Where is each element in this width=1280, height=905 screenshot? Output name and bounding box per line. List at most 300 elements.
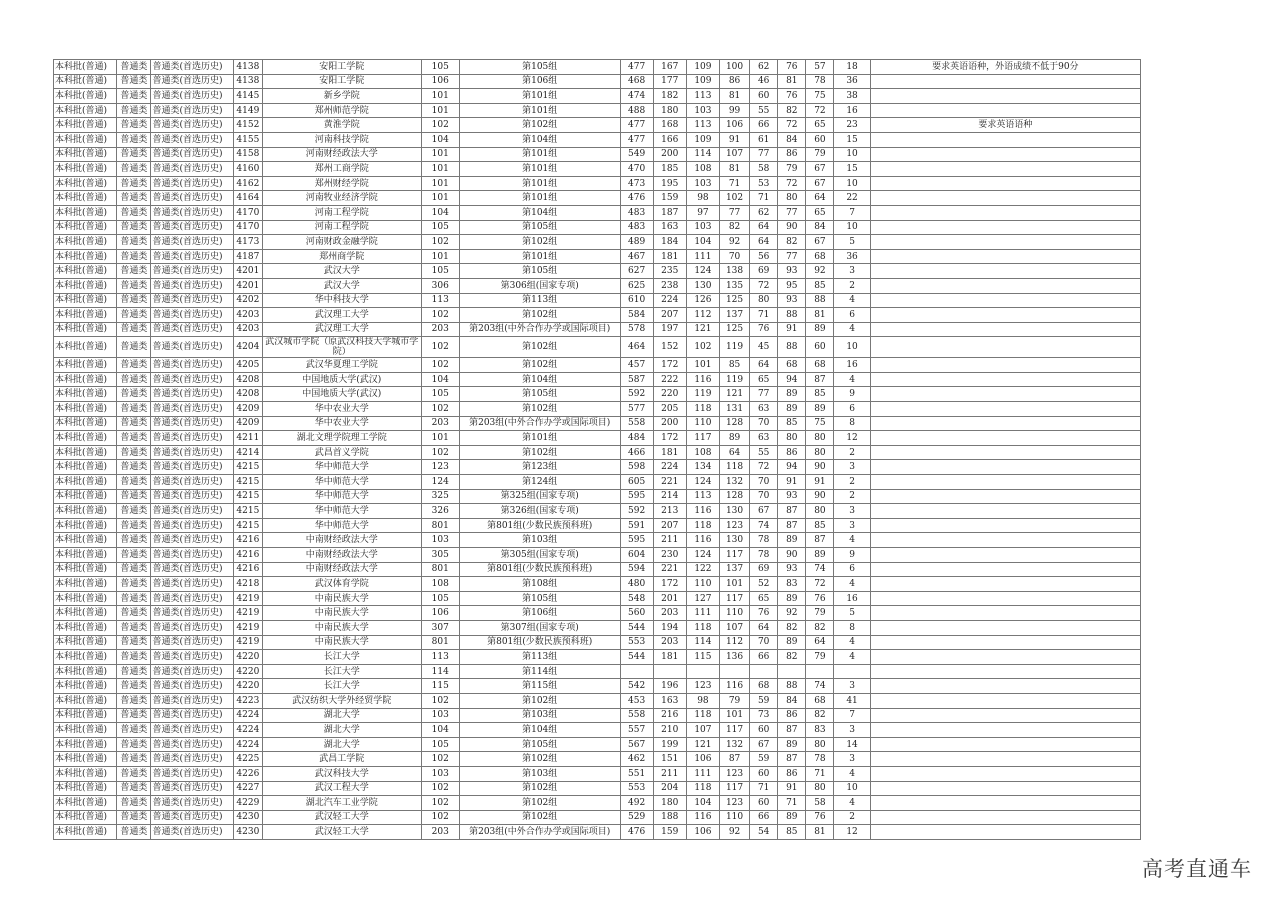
- table-row: [54, 650, 1141, 665]
- cell-batch: 本科批(普通): [54, 235, 117, 250]
- cell-subject: 普通类(首选历史): [151, 162, 233, 177]
- cell-second2: 64: [806, 635, 834, 650]
- cell-subject: 普通类(首选历史): [151, 293, 233, 308]
- table-row: [54, 308, 1141, 323]
- cell-batch: 本科批(普通): [54, 191, 117, 206]
- cell-batch: 本科批(普通): [54, 693, 117, 708]
- cell-max: 558: [620, 708, 653, 723]
- cell-note: [870, 176, 1140, 191]
- cell-batch: 本科批(普通): [54, 504, 117, 519]
- table-row: [54, 132, 1141, 147]
- cell-chinese: 180: [653, 796, 686, 811]
- cell-group_name: 第102组: [459, 358, 620, 373]
- cell-first: 71: [750, 191, 778, 206]
- cell-note: [870, 74, 1140, 89]
- table-row: [54, 606, 1141, 621]
- cell-batch: 本科批(普通): [54, 162, 117, 177]
- cell-group_code: 113: [421, 650, 459, 665]
- cell-chinese: 188: [653, 810, 686, 825]
- cell-batch: 本科批(普通): [54, 103, 117, 118]
- cell-chinese: 221: [653, 562, 686, 577]
- cell-batch: 本科批(普通): [54, 337, 117, 358]
- cell-group_name: 第325组(国家专项): [459, 489, 620, 504]
- cell-max: 474: [620, 89, 653, 104]
- cell-chinese: 177: [653, 74, 686, 89]
- cell-first: 54: [750, 825, 778, 840]
- cell-school_code: 4219: [233, 606, 262, 621]
- cell-chinese: 200: [653, 147, 686, 162]
- cell-chinese: 205: [653, 402, 686, 417]
- cell-foreign: 117: [719, 723, 749, 738]
- cell-batch: 本科批(普通): [54, 533, 117, 548]
- table-row: [54, 737, 1141, 752]
- cell-math: 102: [686, 337, 719, 358]
- cell-group_name: 第123组: [459, 460, 620, 475]
- cell-category: 普通类: [117, 372, 151, 387]
- cell-max: 480: [620, 577, 653, 592]
- cell-plan: 6: [834, 308, 870, 323]
- cell-subject: 普通类(首选历史): [151, 489, 233, 504]
- cell-batch: 本科批(普通): [54, 402, 117, 417]
- cell-note: [870, 825, 1140, 840]
- table-row: [54, 235, 1141, 250]
- cell-note: [870, 518, 1140, 533]
- cell-batch: 本科批(普通): [54, 664, 117, 679]
- cell-note: [870, 620, 1140, 635]
- cell-subject: 普通类(首选历史): [151, 220, 233, 235]
- cell-second1: 86: [778, 766, 806, 781]
- cell-second1: 89: [778, 533, 806, 548]
- cell-note: [870, 708, 1140, 723]
- cell-subject: 普通类(首选历史): [151, 416, 233, 431]
- cell-subject: 普通类(首选历史): [151, 402, 233, 417]
- cell-batch: 本科批(普通): [54, 308, 117, 323]
- cell-foreign: 135: [719, 278, 749, 293]
- cell-school_name: 湖北大学: [262, 723, 421, 738]
- cell-school_code: 4215: [233, 475, 262, 490]
- cell-school_code: 4201: [233, 264, 262, 279]
- cell-second1: 72: [778, 118, 806, 133]
- cell-second1: 82: [778, 620, 806, 635]
- cell-note: [870, 445, 1140, 460]
- cell-first: 68: [750, 679, 778, 694]
- cell-group_name: 第104组: [459, 132, 620, 147]
- cell-school_code: 4164: [233, 191, 262, 206]
- table-body: [54, 60, 1141, 840]
- cell-subject: 普通类(首选历史): [151, 796, 233, 811]
- table-row: [54, 191, 1141, 206]
- cell-first: 60: [750, 89, 778, 104]
- cell-first: 52: [750, 577, 778, 592]
- cell-group_name: 第101组: [459, 89, 620, 104]
- cell-second2: 78: [806, 752, 834, 767]
- cell-category: 普通类: [117, 708, 151, 723]
- cell-second2: 80: [806, 504, 834, 519]
- cell-second1: 93: [778, 489, 806, 504]
- cell-school_name: 中国地质大学(武汉): [262, 387, 421, 402]
- cell-math: 124: [686, 475, 719, 490]
- cell-first: 63: [750, 402, 778, 417]
- cell-batch: 本科批(普通): [54, 825, 117, 840]
- cell-note: [870, 460, 1140, 475]
- cell-second1: 79: [778, 162, 806, 177]
- cell-second1: 86: [778, 708, 806, 723]
- table-row: [54, 176, 1141, 191]
- cell-subject: 普通类(首选历史): [151, 176, 233, 191]
- cell-plan: 9: [834, 387, 870, 402]
- cell-group_name: 第103组: [459, 766, 620, 781]
- cell-first: 80: [750, 293, 778, 308]
- cell-foreign: 79: [719, 693, 749, 708]
- cell-chinese: 224: [653, 460, 686, 475]
- cell-second1: 89: [778, 591, 806, 606]
- cell-group_name: 第102组: [459, 402, 620, 417]
- cell-max: 477: [620, 60, 653, 75]
- cell-second2: 78: [806, 74, 834, 89]
- cell-group_name: 第102组: [459, 752, 620, 767]
- cell-group_code: 103: [421, 708, 459, 723]
- cell-school_name: 郑州师范学院: [262, 103, 421, 118]
- cell-plan: 14: [834, 737, 870, 752]
- cell-school_code: 4160: [233, 162, 262, 177]
- cell-school_name: 湖北文理学院理工学院: [262, 431, 421, 446]
- cell-school_name: 郑州商学院: [262, 249, 421, 264]
- cell-school_name: 湖北汽车工业学院: [262, 796, 421, 811]
- cell-plan: 4: [834, 322, 870, 337]
- cell-second2: 89: [806, 322, 834, 337]
- cell-first: 78: [750, 533, 778, 548]
- cell-school_name: 华中师范大学: [262, 475, 421, 490]
- cell-max: 488: [620, 103, 653, 118]
- cell-foreign: 99: [719, 103, 749, 118]
- cell-foreign: 101: [719, 708, 749, 723]
- cell-note: 要求英语语种: [870, 118, 1140, 133]
- cell-subject: 普通类(首选历史): [151, 235, 233, 250]
- cell-subject: 普通类(首选历史): [151, 577, 233, 592]
- cell-max: 610: [620, 293, 653, 308]
- cell-math: 126: [686, 293, 719, 308]
- cell-second2: 84: [806, 220, 834, 235]
- cell-school_code: 4219: [233, 620, 262, 635]
- cell-math: 104: [686, 235, 719, 250]
- cell-second1: 77: [778, 205, 806, 220]
- cell-plan: 12: [834, 825, 870, 840]
- cell-foreign: [719, 664, 749, 679]
- cell-second2: 82: [806, 708, 834, 723]
- cell-school_code: 4170: [233, 220, 262, 235]
- cell-math: 110: [686, 577, 719, 592]
- cell-math: 116: [686, 533, 719, 548]
- cell-math: 103: [686, 176, 719, 191]
- cell-foreign: 92: [719, 825, 749, 840]
- cell-max: 604: [620, 548, 653, 563]
- cell-chinese: 184: [653, 235, 686, 250]
- cell-group_name: 第108组: [459, 577, 620, 592]
- cell-group_code: 124: [421, 475, 459, 490]
- cell-second1: 91: [778, 781, 806, 796]
- cell-plan: 4: [834, 293, 870, 308]
- cell-school_name: 河南工程学院: [262, 205, 421, 220]
- cell-note: [870, 293, 1140, 308]
- cell-group_code: 101: [421, 249, 459, 264]
- cell-first: 55: [750, 445, 778, 460]
- cell-school_code: 4215: [233, 460, 262, 475]
- cell-max: 457: [620, 358, 653, 373]
- cell-note: [870, 635, 1140, 650]
- cell-batch: 本科批(普通): [54, 322, 117, 337]
- cell-second1: 91: [778, 322, 806, 337]
- cell-second1: 86: [778, 147, 806, 162]
- cell-chinese: 211: [653, 766, 686, 781]
- table-row: [54, 431, 1141, 446]
- cell-foreign: 119: [719, 337, 749, 358]
- table-row: [54, 533, 1141, 548]
- cell-school_name: 华中农业大学: [262, 402, 421, 417]
- cell-math: 106: [686, 752, 719, 767]
- cell-batch: 本科批(普通): [54, 147, 117, 162]
- cell-max: 483: [620, 205, 653, 220]
- cell-second1: 87: [778, 752, 806, 767]
- cell-first: 66: [750, 810, 778, 825]
- cell-subject: 普通类(首选历史): [151, 518, 233, 533]
- cell-foreign: 132: [719, 737, 749, 752]
- cell-math: 113: [686, 89, 719, 104]
- cell-subject: 普通类(首选历史): [151, 606, 233, 621]
- cell-second2: 91: [806, 475, 834, 490]
- cell-school_name: 武汉华夏理工学院: [262, 358, 421, 373]
- cell-foreign: 87: [719, 752, 749, 767]
- cell-category: 普通类: [117, 249, 151, 264]
- cell-foreign: 128: [719, 416, 749, 431]
- cell-max: 578: [620, 322, 653, 337]
- cell-school_name: 中国地质大学(武汉): [262, 372, 421, 387]
- cell-max: 484: [620, 431, 653, 446]
- cell-math: [686, 664, 719, 679]
- cell-category: 普通类: [117, 205, 151, 220]
- cell-max: 592: [620, 387, 653, 402]
- cell-category: 普通类: [117, 693, 151, 708]
- cell-school_code: 4205: [233, 358, 262, 373]
- cell-subject: 普通类(首选历史): [151, 308, 233, 323]
- cell-school_code: 4215: [233, 518, 262, 533]
- table-row: [54, 147, 1141, 162]
- cell-subject: 普通类(首选历史): [151, 60, 233, 75]
- cell-plan: 15: [834, 162, 870, 177]
- cell-category: 普通类: [117, 752, 151, 767]
- cell-chinese: 210: [653, 723, 686, 738]
- cell-category: 普通类: [117, 562, 151, 577]
- cell-max: 468: [620, 74, 653, 89]
- cell-batch: 本科批(普通): [54, 650, 117, 665]
- cell-category: 普通类: [117, 635, 151, 650]
- cell-math: 127: [686, 591, 719, 606]
- cell-first: 53: [750, 176, 778, 191]
- table-row: [54, 205, 1141, 220]
- cell-max: 544: [620, 650, 653, 665]
- cell-second1: 68: [778, 358, 806, 373]
- cell-chinese: 224: [653, 293, 686, 308]
- cell-group_name: 第102组: [459, 810, 620, 825]
- cell-subject: 普通类(首选历史): [151, 322, 233, 337]
- cell-second2: 80: [806, 431, 834, 446]
- cell-chinese: 196: [653, 679, 686, 694]
- table-row: [54, 60, 1141, 75]
- cell-first: 71: [750, 308, 778, 323]
- table-row: [54, 489, 1141, 504]
- cell-second2: 79: [806, 650, 834, 665]
- cell-batch: 本科批(普通): [54, 548, 117, 563]
- cell-math: 134: [686, 460, 719, 475]
- cell-plan: 8: [834, 620, 870, 635]
- cell-group_name: 第307组(国家专项): [459, 620, 620, 635]
- cell-first: 78: [750, 548, 778, 563]
- cell-subject: 普通类(首选历史): [151, 693, 233, 708]
- cell-subject: 普通类(首选历史): [151, 74, 233, 89]
- cell-subject: 普通类(首选历史): [151, 825, 233, 840]
- cell-second2: 68: [806, 358, 834, 373]
- cell-plan: 4: [834, 372, 870, 387]
- cell-school_code: 4138: [233, 60, 262, 75]
- cell-category: 普通类: [117, 191, 151, 206]
- cell-plan: 3: [834, 752, 870, 767]
- cell-school_name: 湖北大学: [262, 737, 421, 752]
- cell-batch: 本科批(普通): [54, 766, 117, 781]
- cell-max: 605: [620, 475, 653, 490]
- cell-group_name: 第105组: [459, 591, 620, 606]
- cell-math: 124: [686, 264, 719, 279]
- cell-second2: 89: [806, 548, 834, 563]
- cell-second1: [778, 664, 806, 679]
- cell-subject: 普通类(首选历史): [151, 752, 233, 767]
- cell-chinese: 207: [653, 518, 686, 533]
- cell-batch: 本科批(普通): [54, 489, 117, 504]
- cell-group_code: 801: [421, 635, 459, 650]
- cell-subject: 普通类(首选历史): [151, 766, 233, 781]
- table-row: [54, 693, 1141, 708]
- cell-school_name: 新乡学院: [262, 89, 421, 104]
- cell-chinese: 230: [653, 548, 686, 563]
- table-row: [54, 679, 1141, 694]
- cell-foreign: 137: [719, 308, 749, 323]
- cell-group_code: 106: [421, 606, 459, 621]
- cell-group_name: 第104组: [459, 372, 620, 387]
- cell-group_code: 106: [421, 74, 459, 89]
- cell-foreign: 136: [719, 650, 749, 665]
- cell-max: 466: [620, 445, 653, 460]
- cell-math: 124: [686, 548, 719, 563]
- cell-second2: 67: [806, 176, 834, 191]
- cell-group_code: 203: [421, 416, 459, 431]
- cell-second1: 80: [778, 431, 806, 446]
- cell-second1: 89: [778, 402, 806, 417]
- cell-plan: 10: [834, 781, 870, 796]
- cell-school_name: 华中科技大学: [262, 293, 421, 308]
- cell-plan: 5: [834, 606, 870, 621]
- cell-note: [870, 737, 1140, 752]
- cell-max: 591: [620, 518, 653, 533]
- cell-category: 普通类: [117, 60, 151, 75]
- cell-note: [870, 606, 1140, 621]
- cell-max: 592: [620, 504, 653, 519]
- cell-first: 67: [750, 504, 778, 519]
- cell-note: [870, 679, 1140, 694]
- cell-plan: 4: [834, 577, 870, 592]
- table-row: [54, 249, 1141, 264]
- cell-math: 118: [686, 402, 719, 417]
- cell-second2: 76: [806, 810, 834, 825]
- cell-note: [870, 387, 1140, 402]
- cell-foreign: 81: [719, 89, 749, 104]
- cell-second2: 72: [806, 577, 834, 592]
- cell-chinese: 220: [653, 387, 686, 402]
- cell-first: 69: [750, 264, 778, 279]
- cell-batch: 本科批(普通): [54, 220, 117, 235]
- cell-math: 98: [686, 191, 719, 206]
- table-row: [54, 264, 1141, 279]
- cell-batch: 本科批(普通): [54, 679, 117, 694]
- cell-category: 普通类: [117, 796, 151, 811]
- cell-chinese: 167: [653, 60, 686, 75]
- cell-chinese: 222: [653, 372, 686, 387]
- cell-math: 109: [686, 60, 719, 75]
- cell-school_code: 4162: [233, 176, 262, 191]
- cell-second1: 89: [778, 635, 806, 650]
- cell-foreign: 102: [719, 191, 749, 206]
- cell-plan: 2: [834, 475, 870, 490]
- cell-plan: 36: [834, 249, 870, 264]
- cell-second1: 94: [778, 460, 806, 475]
- cell-category: 普通类: [117, 679, 151, 694]
- cell-second1: 93: [778, 562, 806, 577]
- cell-chinese: 181: [653, 249, 686, 264]
- cell-group_name: 第103组: [459, 533, 620, 548]
- cell-second1: 88: [778, 679, 806, 694]
- cell-group_name: 第102组: [459, 308, 620, 323]
- cell-school_code: 4220: [233, 679, 262, 694]
- cell-second1: 85: [778, 825, 806, 840]
- cell-note: [870, 220, 1140, 235]
- cell-school_name: 中南民族大学: [262, 635, 421, 650]
- cell-group_code: 104: [421, 723, 459, 738]
- cell-school_code: 4216: [233, 533, 262, 548]
- cell-subject: 普通类(首选历史): [151, 249, 233, 264]
- table-row: [54, 372, 1141, 387]
- cell-subject: 普通类(首选历史): [151, 89, 233, 104]
- cell-first: 59: [750, 752, 778, 767]
- cell-school_code: 4224: [233, 723, 262, 738]
- cell-group_name: 第801组(少数民族预科班): [459, 518, 620, 533]
- cell-math: 111: [686, 606, 719, 621]
- cell-foreign: 117: [719, 781, 749, 796]
- cell-subject: 普通类(首选历史): [151, 358, 233, 373]
- cell-category: 普通类: [117, 308, 151, 323]
- cell-plan: 9: [834, 548, 870, 563]
- cell-group_code: 105: [421, 387, 459, 402]
- cell-school_name: 华中师范大学: [262, 489, 421, 504]
- cell-plan: 4: [834, 533, 870, 548]
- cell-foreign: 123: [719, 766, 749, 781]
- cell-batch: 本科批(普通): [54, 118, 117, 133]
- cell-foreign: 131: [719, 402, 749, 417]
- cell-second2: 65: [806, 205, 834, 220]
- cell-category: 普通类: [117, 89, 151, 104]
- table-row: [54, 620, 1141, 635]
- cell-max: 595: [620, 533, 653, 548]
- cell-second1: 89: [778, 387, 806, 402]
- cell-chinese: 151: [653, 752, 686, 767]
- cell-batch: 本科批(普通): [54, 176, 117, 191]
- cell-plan: 4: [834, 796, 870, 811]
